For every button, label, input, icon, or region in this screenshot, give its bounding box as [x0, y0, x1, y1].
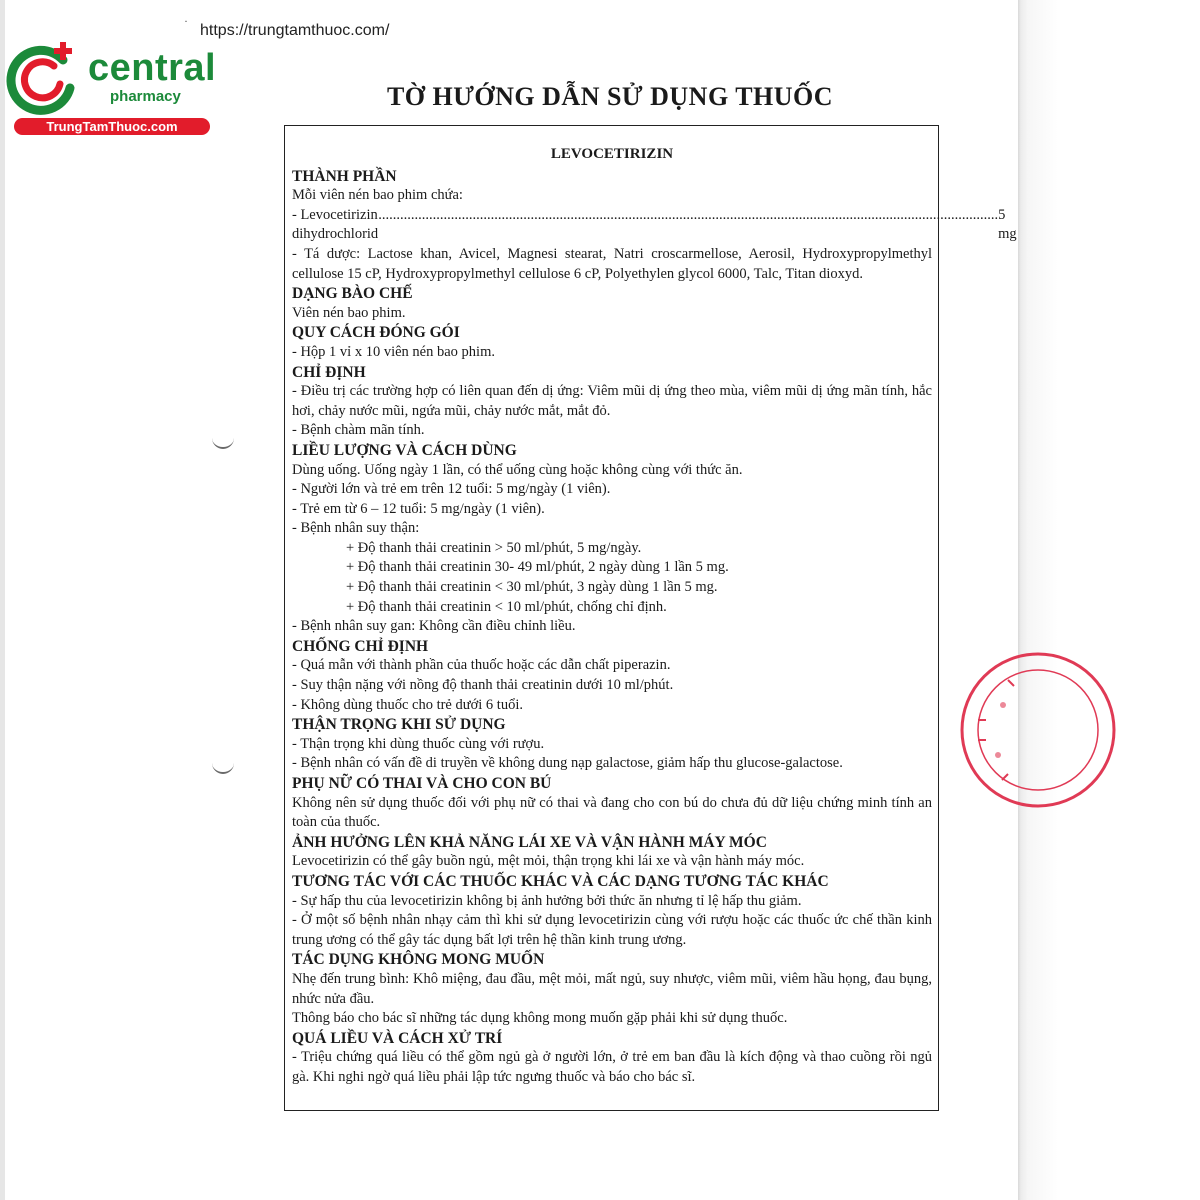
sub-item: + Độ thanh thải creatinin < 10 ml/phút, chống chỉ định. — [346, 598, 667, 615]
page-title: TỜ HƯỚNG DẪN SỬ DỤNG THUỐC — [386, 82, 834, 111]
paragraph: - Bệnh nhân có vấn đề di truyền về không dung nạp galactose, giảm hấp thu glucose-galactose. — [292, 755, 843, 772]
source-url[interactable]: https://trungtamthuoc.com/ — [200, 22, 390, 39]
section-heading: PHỤ NỮ CÓ THAI VÀ CHO CON BÚ — [292, 775, 552, 792]
dot-leader: ........................................................................................................................................................................... — [378, 206, 999, 223]
sub-item: + Độ thanh thải creatinin < 30 ml/phút, 3 ngày dùng 1 lần 5 mg. — [346, 579, 718, 596]
paragraph: - Không dùng thuốc cho trẻ dưới 6 tuổi. — [292, 696, 523, 713]
section-heading: ẢNH HƯỞNG LÊN KHẢ NĂNG LÁI XE VÀ VẬN HÀNH MÁY MÓC — [292, 833, 767, 851]
page-edge-left — [0, 0, 5, 1200]
paragraph: - Quá mẫn với thành phần của thuốc hoặc các dẫn chất piperazin. — [292, 657, 671, 674]
paragraph: Viên nén bao phim. — [292, 304, 406, 321]
section-heading: LIỀU LƯỢNG VÀ CÁCH DÙNG — [292, 441, 517, 459]
logo-tagline: TrungTamThuoc.com — [14, 118, 210, 135]
official-stamp — [958, 630, 1038, 830]
page-edge-right — [1018, 0, 1200, 1200]
section-heading: QUY CÁCH ĐÓNG GÓI — [292, 324, 460, 342]
section-heading: CHỐNG CHỈ ĐỊNH — [292, 637, 429, 655]
paragraph: - Bệnh chàm mãn tính. — [292, 422, 425, 439]
section-heading: THẬN TRỌNG KHI SỬ DỤNG — [292, 716, 506, 734]
paragraph: - Điều trị các trường hợp có liên quan đến dị ứng: Viêm mũi dị ứng theo mùa, viêm mũi dị ứng mãn tính, hắc hơi, chảy nước mũi, ngứa mũi, chảy nước mắt, mắt đỏ. — [292, 383, 932, 419]
logo-brand: central — [88, 47, 217, 89]
logo-sub: pharmacy — [110, 88, 181, 105]
logo-mark-icon — [8, 38, 88, 118]
scan-mark: · — [184, 14, 188, 28]
stamp-marks — [978, 680, 1014, 780]
section-heading: CHỈ ĐỊNH — [292, 363, 366, 381]
paragraph: Nhẹ đến trung bình: Khô miệng, đau đầu, mệt mỏi, mất ngủ, suy nhược, viêm mũi, viêm hầu họng, đau bụng, nhức nửa đầu. — [292, 970, 932, 1007]
paragraph: Dùng uống. Uống ngày 1 lần, có thể uống cùng hoặc không cùng với thức ăn. — [292, 461, 743, 478]
paragraph: - Suy thận nặng với nồng độ thanh thải creatinin dưới 10 ml/phút. — [292, 677, 674, 694]
paragraph: - Tá dược: Lactose khan, Avicel, Magnesi stearat, Natri croscarmellose, Aerosil, Hydroxypropylmethyl cellulose 15 cP, Hydroxypropylmethyl cellulose 6 cP, Polyethylen glycol 6000, Talc, Titan dioxyd. — [292, 245, 932, 282]
paragraph: Mỗi viên nén bao phim chứa: — [292, 187, 463, 204]
active-ingredient-name: - Levocetirizin dihydrochlorid — [292, 206, 379, 243]
paragraph: Thông báo cho bác sĩ những tác dụng không mong muốn gặp phải khi sử dụng thuốc. — [292, 1010, 788, 1027]
paragraph: - Người lớn và trẻ em trên 12 tuổi: 5 mg/ngày (1 viên). — [292, 481, 611, 498]
paragraph: - Triệu chứng quá liều có thể gồm ngủ gà ở người lớn, ở trẻ em ban đầu là kích động và thao cuồng rồi ngủ gà. Khi nghi ngờ quá liều phải lập tức ngưng thuốc và báo cho bác sĩ. — [292, 1049, 932, 1085]
punch-hole-top — [212, 435, 234, 449]
paragraph: Levocetirizin có thể gây buồn ngủ, mệt mỏi, thận trọng khi lái xe và vận hành máy móc. — [292, 853, 805, 870]
paragraph: Không nên sử dụng thuốc đối với phụ nữ có thai và đang cho con bú do chưa đủ dữ liệu chứng minh tính an toàn của thuốc. — [292, 794, 932, 831]
leaflet-content — [292, 145, 1017, 1088]
section-heading: TÁC DỤNG KHÔNG MONG MUỐN — [292, 951, 545, 969]
punch-hole-bottom — [212, 760, 234, 774]
active-ingredient-row — [292, 206, 1017, 245]
paragraph: - Bệnh nhân suy thận: — [292, 520, 420, 537]
drug-name: LEVOCETIRIZIN — [550, 146, 674, 162]
section-heading: DẠNG BÀO CHẾ — [292, 285, 413, 303]
paragraph: - Ở một số bệnh nhân nhạy cảm thì khi sử dụng levocetirizin cùng với rượu hoặc các thuốc ức chế thần kinh trung ương có thể gây tác dụng bất lợi trên hệ thần kinh trung ương. — [292, 912, 932, 948]
paragraph: - Bệnh nhân suy gan: Không cần điều chỉnh liều. — [292, 618, 576, 635]
sub-item: + Độ thanh thải creatinin > 50 ml/phút, 5 mg/ngày. — [346, 539, 642, 556]
section-heading: TƯƠNG TÁC VỚI CÁC THUỐC KHÁC VÀ CÁC DẠNG TƯƠNG TÁC KHÁC — [292, 872, 829, 890]
paragraph: - Hộp 1 vỉ x 10 viên nén bao phim. — [292, 343, 495, 360]
paragraph: - Trẻ em từ 6 – 12 tuổi: 5 mg/ngày (1 viên). — [292, 500, 545, 517]
active-ingredient-dose: 5 mg — [998, 206, 1017, 243]
section-heading: QUÁ LIỀU VÀ CÁCH XỬ TRÍ — [292, 1029, 503, 1047]
sub-item: + Độ thanh thải creatinin 30- 49 ml/phút, 2 ngày dùng 1 lần 5 mg. — [346, 559, 729, 576]
section-heading: THÀNH PHẦN — [292, 167, 397, 185]
paragraph: - Sự hấp thu của levocetirizin không bị ảnh hưởng bởi thức ăn nhưng tỉ lệ hấp thu giảm. — [292, 892, 802, 909]
paragraph: - Thận trọng khi dùng thuốc cùng với rượu. — [292, 735, 545, 752]
